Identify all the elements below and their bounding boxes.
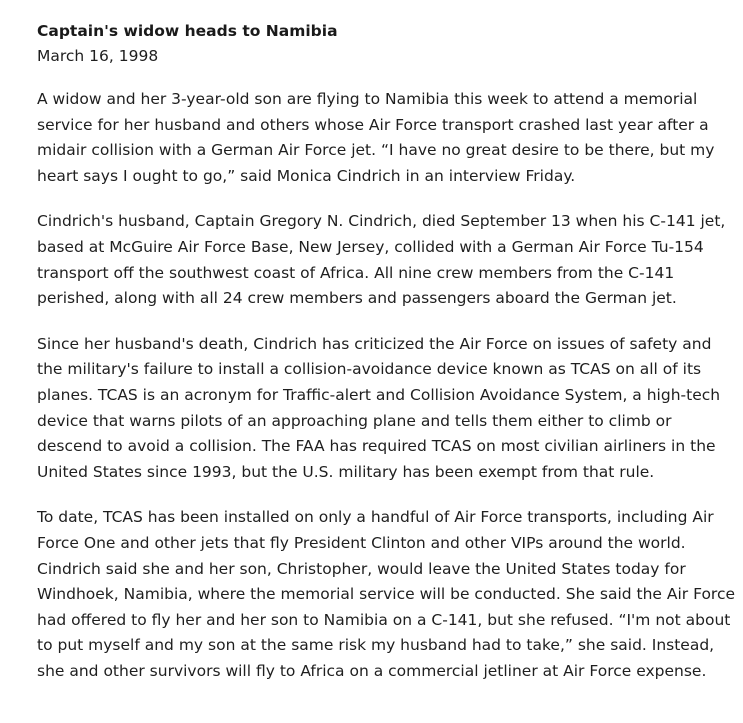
paragraph-line: the military's failure to install a collision-avoidance device known as TCAS on all of its xyxy=(37,360,702,379)
paragraph-line: To date, TCAS has been installed on only a handful of Air Force transports, including Air xyxy=(37,508,714,527)
paragraph-line: heart says I ought to go,” said Monica Cindrich in an interview Friday. xyxy=(37,166,576,185)
paragraph-line: Cindrich said she and her son, Christopher, would leave the United States today for xyxy=(37,559,686,578)
paragraph-line: based at McGuire Air Force Base, New Jersey, collided with a German Air Force Tu-154 xyxy=(37,237,704,256)
article-date: March 16, 1998 xyxy=(37,47,159,65)
article-paragraph xyxy=(37,87,727,189)
paragraph-line: she and other survivors will fly to Africa on a commercial jetliner at Air Force expense. xyxy=(37,661,707,680)
article-paragraph xyxy=(37,505,736,684)
paragraph-line: Since her husband's death, Cindrich has criticized the Air Force on issues of safety and xyxy=(37,334,712,353)
paragraph-line: Cindrich's husband, Captain Gregory N. Cindrich, died September 13 when his C-141 jet, xyxy=(37,212,726,231)
paragraph-line: A widow and her 3-year-old son are flying to Namibia this week to attend a memorial xyxy=(37,90,698,108)
paragraph-line: midair collision with a German Air Force jet. “I have no great desire to be there, but my xyxy=(37,141,715,160)
paragraph-line: Windhoek, Namibia, where the memorial service will be conducted. She said the Air Force xyxy=(37,585,736,604)
paragraph-line: to put myself and my son at the same risk my husband had to take,” she said. Instead, xyxy=(37,636,715,655)
paragraph-line: United States since 1993, but the U.S. military has been exempt from that rule. xyxy=(37,462,655,481)
paragraph-line: descend to avoid a collision. The FAA has required TCAS on most civilian airliners in the xyxy=(37,437,716,456)
article-headline: Captain's widow heads to Namibia xyxy=(37,22,338,40)
article-paragraph xyxy=(37,209,727,311)
paragraph-line: transport off the southwest coast of Africa. All nine crew members from the C-141 xyxy=(37,263,675,282)
article xyxy=(37,20,736,684)
paragraph-line: had offered to fly her and her son to Namibia on a C-141, but she refused. “I'm not about xyxy=(37,610,731,629)
article-paragraph xyxy=(37,332,727,486)
paragraph-line: device that warns pilots of an approaching plane and tells them either to climb or xyxy=(37,411,672,430)
paragraph-line: perished, along with all 24 crew members and passengers aboard the German jet. xyxy=(37,289,677,308)
paragraph-line: planes. TCAS is an acronym for Traffic-alert and Collision Avoidance System, a high-tech xyxy=(37,385,721,404)
paragraph-line: service for her husband and others whose Air Force transport crashed last year after a xyxy=(37,115,709,134)
paragraph-line: Force One and other jets that fly President Clinton and other VIPs around the world. xyxy=(37,533,686,552)
